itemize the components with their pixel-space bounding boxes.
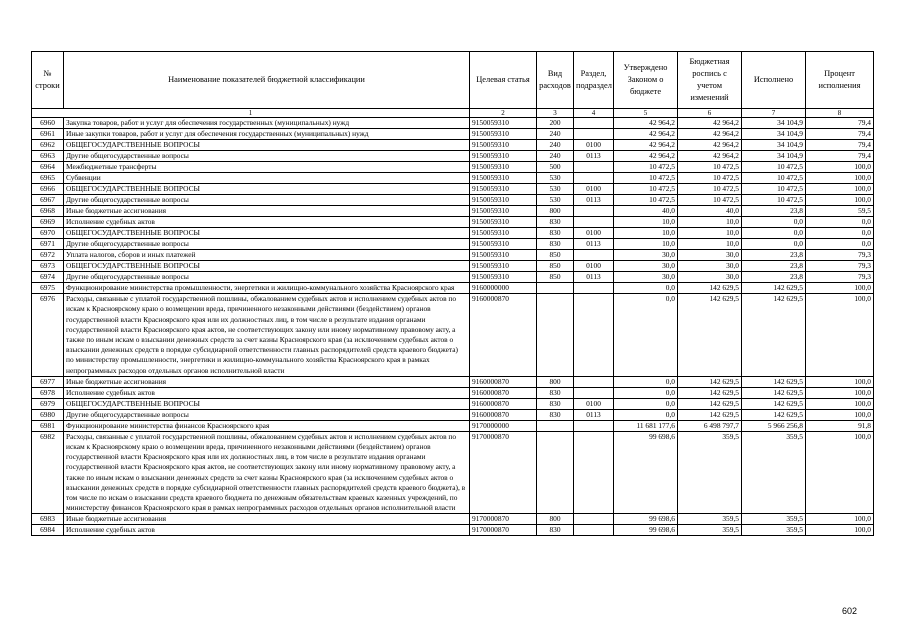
row-section-cell bbox=[574, 294, 614, 377]
row-executed-cell: 23,8 bbox=[742, 250, 806, 261]
table-row bbox=[32, 294, 874, 377]
row-expense-cell: 530 bbox=[537, 184, 574, 195]
row-target-cell: 9150059310 bbox=[470, 184, 537, 195]
row-executed-cell: 34 104,9 bbox=[742, 140, 806, 151]
row-percent-cell: 100,0 bbox=[806, 283, 874, 294]
header-target: Целевая статья bbox=[470, 52, 537, 109]
row-percent-cell: 79,4 bbox=[806, 118, 874, 129]
row-target-cell: 9150059310 bbox=[470, 250, 537, 261]
row-target-cell: 9150059310 bbox=[470, 173, 537, 184]
row-section-cell bbox=[574, 217, 614, 228]
row-section-cell bbox=[574, 129, 614, 140]
row-target-cell: 9170000870 bbox=[470, 431, 537, 514]
row-name-cell: ОБЩЕГОСУДАРСТВЕННЫЕ ВОПРОСЫ bbox=[64, 184, 470, 195]
row-section-cell bbox=[574, 514, 614, 525]
row-approved-cell: 99 698,6 bbox=[614, 525, 678, 536]
row-schedule-cell: 42 964,2 bbox=[678, 140, 742, 151]
row-executed-cell: 34 104,9 bbox=[742, 129, 806, 140]
row-schedule-cell: 10 472,5 bbox=[678, 195, 742, 206]
row-number-cell: 6978 bbox=[32, 387, 64, 398]
row-executed-cell: 142 629,5 bbox=[742, 409, 806, 420]
table-body bbox=[32, 118, 874, 536]
row-section-cell: 0100 bbox=[574, 261, 614, 272]
row-expense-cell: 500 bbox=[537, 162, 574, 173]
header-percent: Процент исполнения bbox=[806, 52, 874, 109]
header-schedule: Бюджетная роспись с учетом изменений bbox=[678, 52, 742, 109]
column-number: 2 bbox=[470, 109, 537, 118]
row-percent-cell: 0,0 bbox=[806, 228, 874, 239]
row-approved-cell: 10 472,5 bbox=[614, 173, 678, 184]
header-row-no: № строки bbox=[32, 52, 64, 109]
row-expense-cell: 830 bbox=[537, 239, 574, 250]
row-approved-cell: 0,0 bbox=[614, 376, 678, 387]
table-row bbox=[32, 261, 874, 272]
row-number-cell: 6983 bbox=[32, 514, 64, 525]
row-executed-cell: 10 472,5 bbox=[742, 184, 806, 195]
row-target-cell: 9150059310 bbox=[470, 151, 537, 162]
row-executed-cell: 142 629,5 bbox=[742, 387, 806, 398]
row-percent-cell: 79,3 bbox=[806, 250, 874, 261]
row-executed-cell: 359,5 bbox=[742, 514, 806, 525]
table-row bbox=[32, 140, 874, 151]
row-section-cell bbox=[574, 431, 614, 514]
table-header bbox=[32, 52, 874, 109]
row-number-cell: 6982 bbox=[32, 431, 64, 514]
row-target-cell: 9170000000 bbox=[470, 420, 537, 431]
row-number-cell: 6961 bbox=[32, 129, 64, 140]
row-schedule-cell: 10 472,5 bbox=[678, 162, 742, 173]
row-target-cell: 9160000870 bbox=[470, 294, 537, 377]
row-executed-cell: 34 104,9 bbox=[742, 151, 806, 162]
row-number-cell: 6969 bbox=[32, 217, 64, 228]
row-name-cell: Функционирование министерства промышленности, энергетики и жилищно-коммунального хозяйства Красноярского края bbox=[64, 283, 470, 294]
table-row bbox=[32, 398, 874, 409]
row-schedule-cell: 6 498 797,7 bbox=[678, 420, 742, 431]
row-executed-cell: 142 629,5 bbox=[742, 294, 806, 377]
row-number-cell: 6964 bbox=[32, 162, 64, 173]
column-number: 6 bbox=[678, 109, 742, 118]
row-executed-cell: 359,5 bbox=[742, 525, 806, 536]
row-schedule-cell: 30,0 bbox=[678, 261, 742, 272]
row-executed-cell: 359,5 bbox=[742, 431, 806, 514]
row-executed-cell: 142 629,5 bbox=[742, 398, 806, 409]
row-target-cell: 9160000870 bbox=[470, 376, 537, 387]
row-percent-cell: 100,0 bbox=[806, 409, 874, 420]
row-target-cell: 9150059310 bbox=[470, 118, 537, 129]
row-target-cell: 9150059310 bbox=[470, 162, 537, 173]
table-row bbox=[32, 387, 874, 398]
row-section-cell: 0113 bbox=[574, 195, 614, 206]
row-number-cell: 6977 bbox=[32, 376, 64, 387]
row-approved-cell: 10 472,5 bbox=[614, 162, 678, 173]
row-executed-cell: 142 629,5 bbox=[742, 283, 806, 294]
row-section-cell: 0113 bbox=[574, 151, 614, 162]
column-number: 1 bbox=[32, 109, 470, 118]
row-expense-cell: 830 bbox=[537, 217, 574, 228]
row-number-cell: 6966 bbox=[32, 184, 64, 195]
row-name-cell: Исполнение судебных актов bbox=[64, 217, 470, 228]
row-approved-cell: 99 698,6 bbox=[614, 431, 678, 514]
table-row bbox=[32, 431, 874, 514]
row-percent-cell: 79,4 bbox=[806, 129, 874, 140]
row-expense-cell: 830 bbox=[537, 525, 574, 536]
row-section-cell: 0113 bbox=[574, 409, 614, 420]
row-schedule-cell: 142 629,5 bbox=[678, 283, 742, 294]
row-number-cell: 6981 bbox=[32, 420, 64, 431]
column-number: 8 bbox=[806, 109, 874, 118]
row-section-cell: 0100 bbox=[574, 398, 614, 409]
column-number: 5 bbox=[614, 109, 678, 118]
table-row bbox=[32, 217, 874, 228]
row-approved-cell: 30,0 bbox=[614, 250, 678, 261]
row-name-cell: Другие общегосударственные вопросы bbox=[64, 409, 470, 420]
row-percent-cell: 100,0 bbox=[806, 195, 874, 206]
row-target-cell: 9160000870 bbox=[470, 398, 537, 409]
row-schedule-cell: 359,5 bbox=[678, 525, 742, 536]
budget-table bbox=[31, 51, 874, 536]
row-target-cell: 9170000870 bbox=[470, 525, 537, 536]
row-percent-cell: 91,8 bbox=[806, 420, 874, 431]
row-name-cell: Расходы, связанные с уплатой государственной пошлины, обжалованием судебных актов и исполнением судебных актов по искам к Красноярскому краю о возмещении вреда, причиненного незаконными действиями (бездействием) органов государственной власти Красноярского края или их должностных лиц, в том числе в результате издания органами государственной власти Красноярского края актов, не соответствующих закону или иному нормативному правовому акту, а также по иным искам о взыскании денежных средств за счет казны Красноярского края (за исключением судебных актов о взыскании денежных средств в порядке субсидиарной ответственности главных распорядителей средств краевого бюджета) по министерству промышленности, энергетики и жилищно-коммунального хозяйства Красноярского края в рамках непрограммных расходов отдельных органов исполнительной власти bbox=[64, 294, 470, 377]
row-schedule-cell: 10 472,5 bbox=[678, 184, 742, 195]
row-schedule-cell: 359,5 bbox=[678, 514, 742, 525]
row-executed-cell: 23,8 bbox=[742, 206, 806, 217]
row-percent-cell: 79,4 bbox=[806, 140, 874, 151]
row-name-cell: Иные бюджетные ассигнования bbox=[64, 376, 470, 387]
header-section: Раздел, подраздел bbox=[574, 52, 614, 109]
row-expense-cell: 850 bbox=[537, 261, 574, 272]
row-name-cell: Межбюджетные трансферты bbox=[64, 162, 470, 173]
row-percent-cell: 100,0 bbox=[806, 294, 874, 377]
row-expense-cell: 850 bbox=[537, 272, 574, 283]
row-expense-cell bbox=[537, 283, 574, 294]
row-executed-cell: 10 472,5 bbox=[742, 162, 806, 173]
row-executed-cell: 34 104,9 bbox=[742, 118, 806, 129]
row-expense-cell bbox=[537, 420, 574, 431]
row-executed-cell: 0,0 bbox=[742, 217, 806, 228]
row-approved-cell: 10,0 bbox=[614, 217, 678, 228]
row-percent-cell: 100,0 bbox=[806, 376, 874, 387]
row-section-cell bbox=[574, 283, 614, 294]
row-executed-cell: 0,0 bbox=[742, 239, 806, 250]
row-percent-cell: 79,4 bbox=[806, 151, 874, 162]
row-section-cell bbox=[574, 173, 614, 184]
row-percent-cell: 0,0 bbox=[806, 217, 874, 228]
row-approved-cell: 10 472,5 bbox=[614, 184, 678, 195]
row-approved-cell: 30,0 bbox=[614, 272, 678, 283]
row-approved-cell: 40,0 bbox=[614, 206, 678, 217]
table-row bbox=[32, 206, 874, 217]
table-row bbox=[32, 184, 874, 195]
row-percent-cell: 100,0 bbox=[806, 525, 874, 536]
column-number: 4 bbox=[574, 109, 614, 118]
row-expense-cell: 240 bbox=[537, 129, 574, 140]
row-target-cell: 9150059310 bbox=[470, 228, 537, 239]
header-name: Наименование показателей бюджетной классификации bbox=[64, 52, 470, 109]
row-section-cell bbox=[574, 162, 614, 173]
row-name-cell: Субвенции bbox=[64, 173, 470, 184]
table-row bbox=[32, 420, 874, 431]
row-number-cell: 6972 bbox=[32, 250, 64, 261]
row-section-cell: 0113 bbox=[574, 239, 614, 250]
table-row bbox=[32, 250, 874, 261]
row-schedule-cell: 30,0 bbox=[678, 272, 742, 283]
row-approved-cell: 10,0 bbox=[614, 228, 678, 239]
row-expense-cell: 530 bbox=[537, 173, 574, 184]
row-schedule-cell: 142 629,5 bbox=[678, 387, 742, 398]
table-row bbox=[32, 283, 874, 294]
row-number-cell: 6962 bbox=[32, 140, 64, 151]
row-expense-cell: 800 bbox=[537, 206, 574, 217]
row-section-cell bbox=[574, 206, 614, 217]
row-name-cell: ОБЩЕГОСУДАРСТВЕННЫЕ ВОПРОСЫ bbox=[64, 228, 470, 239]
row-target-cell: 9150059310 bbox=[470, 129, 537, 140]
row-expense-cell: 850 bbox=[537, 250, 574, 261]
row-name-cell: Исполнение судебных актов bbox=[64, 387, 470, 398]
row-schedule-cell: 142 629,5 bbox=[678, 409, 742, 420]
row-name-cell: Уплата налогов, сборов и иных платежей bbox=[64, 250, 470, 261]
table-row bbox=[32, 162, 874, 173]
row-expense-cell: 830 bbox=[537, 228, 574, 239]
row-number-cell: 6968 bbox=[32, 206, 64, 217]
row-name-cell: Другие общегосударственные вопросы bbox=[64, 272, 470, 283]
row-schedule-cell: 42 964,2 bbox=[678, 118, 742, 129]
row-section-cell bbox=[574, 420, 614, 431]
row-name-cell: Закупка товаров, работ и услуг для обеспечения государственных (муниципальных) нужд bbox=[64, 118, 470, 129]
table-row bbox=[32, 409, 874, 420]
row-section-cell: 0100 bbox=[574, 184, 614, 195]
table-row bbox=[32, 514, 874, 525]
row-number-cell: 6965 bbox=[32, 173, 64, 184]
row-target-cell: 9150059310 bbox=[470, 206, 537, 217]
row-executed-cell: 10 472,5 bbox=[742, 195, 806, 206]
row-number-cell: 6979 bbox=[32, 398, 64, 409]
row-number-cell: 6967 bbox=[32, 195, 64, 206]
row-expense-cell: 830 bbox=[537, 387, 574, 398]
row-percent-cell: 79,3 bbox=[806, 261, 874, 272]
row-approved-cell: 0,0 bbox=[614, 398, 678, 409]
row-expense-cell: 200 bbox=[537, 118, 574, 129]
row-target-cell: 9150059310 bbox=[470, 272, 537, 283]
row-approved-cell: 11 681 177,6 bbox=[614, 420, 678, 431]
row-approved-cell: 0,0 bbox=[614, 283, 678, 294]
row-name-cell: Исполнение судебных актов bbox=[64, 525, 470, 536]
row-schedule-cell: 42 964,2 bbox=[678, 151, 742, 162]
page-number: 602 bbox=[841, 606, 857, 616]
row-schedule-cell: 142 629,5 bbox=[678, 294, 742, 377]
row-target-cell: 9160000870 bbox=[470, 409, 537, 420]
row-executed-cell: 23,8 bbox=[742, 272, 806, 283]
row-expense-cell: 830 bbox=[537, 409, 574, 420]
row-schedule-cell: 142 629,5 bbox=[678, 398, 742, 409]
row-schedule-cell: 10,0 bbox=[678, 228, 742, 239]
row-approved-cell: 0,0 bbox=[614, 387, 678, 398]
row-name-cell: Иные бюджетные ассигнования bbox=[64, 514, 470, 525]
row-approved-cell: 10,0 bbox=[614, 239, 678, 250]
table-row bbox=[32, 129, 874, 140]
row-percent-cell: 100,0 bbox=[806, 514, 874, 525]
row-approved-cell: 99 698,6 bbox=[614, 514, 678, 525]
table-row bbox=[32, 228, 874, 239]
row-target-cell: 9150059310 bbox=[470, 140, 537, 151]
table-row bbox=[32, 151, 874, 162]
row-expense-cell: 800 bbox=[537, 514, 574, 525]
row-approved-cell: 42 964,2 bbox=[614, 151, 678, 162]
table-row bbox=[32, 173, 874, 184]
column-number: 7 bbox=[742, 109, 806, 118]
row-schedule-cell: 40,0 bbox=[678, 206, 742, 217]
row-approved-cell: 42 964,2 bbox=[614, 140, 678, 151]
row-name-cell: Функционирование министерства финансов Красноярского края bbox=[64, 420, 470, 431]
row-number-cell: 6984 bbox=[32, 525, 64, 536]
row-approved-cell: 10 472,5 bbox=[614, 195, 678, 206]
row-name-cell: Другие общегосударственные вопросы bbox=[64, 151, 470, 162]
row-schedule-cell: 10 472,5 bbox=[678, 173, 742, 184]
row-schedule-cell: 30,0 bbox=[678, 250, 742, 261]
row-number-cell: 6976 bbox=[32, 294, 64, 377]
row-executed-cell: 10 472,5 bbox=[742, 173, 806, 184]
row-number-cell: 6970 bbox=[32, 228, 64, 239]
row-number-cell: 6971 bbox=[32, 239, 64, 250]
row-target-cell: 9150059310 bbox=[470, 239, 537, 250]
row-number-cell: 6974 bbox=[32, 272, 64, 283]
row-expense-cell: 830 bbox=[537, 398, 574, 409]
row-percent-cell: 100,0 bbox=[806, 162, 874, 173]
row-schedule-cell: 10,0 bbox=[678, 217, 742, 228]
row-target-cell: 9150059310 bbox=[470, 217, 537, 228]
row-executed-cell: 5 966 256,8 bbox=[742, 420, 806, 431]
table-row bbox=[32, 239, 874, 250]
table-row bbox=[32, 376, 874, 387]
table-row bbox=[32, 525, 874, 536]
row-expense-cell bbox=[537, 431, 574, 514]
row-executed-cell: 142 629,5 bbox=[742, 376, 806, 387]
row-target-cell: 9150059310 bbox=[470, 195, 537, 206]
row-expense-cell: 240 bbox=[537, 140, 574, 151]
row-section-cell: 0100 bbox=[574, 228, 614, 239]
table-row bbox=[32, 118, 874, 129]
row-approved-cell: 42 964,2 bbox=[614, 118, 678, 129]
header-executed: Исполнено bbox=[742, 52, 806, 109]
row-percent-cell: 100,0 bbox=[806, 173, 874, 184]
row-number-cell: 6975 bbox=[32, 283, 64, 294]
row-executed-cell: 23,8 bbox=[742, 261, 806, 272]
row-percent-cell: 59,5 bbox=[806, 206, 874, 217]
row-name-cell: ОБЩЕГОСУДАРСТВЕННЫЕ ВОПРОСЫ bbox=[64, 140, 470, 151]
row-percent-cell: 79,3 bbox=[806, 272, 874, 283]
row-target-cell: 9160000870 bbox=[470, 387, 537, 398]
row-target-cell: 9160000000 bbox=[470, 283, 537, 294]
row-schedule-cell: 10,0 bbox=[678, 239, 742, 250]
header-approved: Утверждено Законом о бюджете bbox=[614, 52, 678, 109]
row-approved-cell: 0,0 bbox=[614, 409, 678, 420]
row-number-cell: 6973 bbox=[32, 261, 64, 272]
row-approved-cell: 42 964,2 bbox=[614, 129, 678, 140]
row-number-cell: 6963 bbox=[32, 151, 64, 162]
row-section-cell bbox=[574, 118, 614, 129]
row-target-cell: 9170000870 bbox=[470, 514, 537, 525]
row-name-cell: Другие общегосударственные вопросы bbox=[64, 195, 470, 206]
row-schedule-cell: 42 964,2 bbox=[678, 129, 742, 140]
row-target-cell: 9150059310 bbox=[470, 261, 537, 272]
row-number-cell: 6960 bbox=[32, 118, 64, 129]
row-expense-cell: 240 bbox=[537, 151, 574, 162]
header-expense: Вид расходов bbox=[537, 52, 574, 109]
row-percent-cell: 100,0 bbox=[806, 184, 874, 195]
row-name-cell: Расходы, связанные с уплатой государственной пошлины, обжалованием судебных актов и исполнением судебных актов по искам к Красноярскому краю о возмещении вреда, причиненного незаконными действиями (бездействием) органов государственной власти Красноярского края или их должностных лиц, в том числе в результате издания органами государственной власти Красноярского края актов, не соответствующих закону или иному нормативному правовому акту, а также по иным искам о взыскании денежных средств за счет казны Красноярского края (за исключением судебных актов о взыскании денежных средств в порядке субсидиарной ответственности главных распорядителей средств краевого бюджета), в том числе по искам о взыскании средств краевого бюджета по денежным обязательствам краевых казенных учреждений, по министерству финансов Красноярского края в рамках непрограммных расходов отдельных органов исполнительной власти bbox=[64, 431, 470, 514]
row-percent-cell: 0,0 bbox=[806, 239, 874, 250]
row-approved-cell: 0,0 bbox=[614, 294, 678, 377]
row-name-cell: ОБЩЕГОСУДАРСТВЕННЫЕ ВОПРОСЫ bbox=[64, 261, 470, 272]
table-row bbox=[32, 272, 874, 283]
row-section-cell: 0100 bbox=[574, 140, 614, 151]
row-percent-cell: 100,0 bbox=[806, 398, 874, 409]
row-section-cell bbox=[574, 376, 614, 387]
row-name-cell: Иные бюджетные ассигнования bbox=[64, 206, 470, 217]
row-approved-cell: 30,0 bbox=[614, 261, 678, 272]
table-row bbox=[32, 195, 874, 206]
column-number-row bbox=[32, 109, 874, 118]
row-expense-cell: 530 bbox=[537, 195, 574, 206]
row-section-cell: 0113 bbox=[574, 272, 614, 283]
row-name-cell: Другие общегосударственные вопросы bbox=[64, 239, 470, 250]
row-executed-cell: 0,0 bbox=[742, 228, 806, 239]
row-section-cell bbox=[574, 387, 614, 398]
row-name-cell: Иные закупки товаров, работ и услуг для обеспечения государственных (муниципальных) нужд bbox=[64, 129, 470, 140]
row-schedule-cell: 359,5 bbox=[678, 431, 742, 514]
row-name-cell: ОБЩЕГОСУДАРСТВЕННЫЕ ВОПРОСЫ bbox=[64, 398, 470, 409]
row-section-cell bbox=[574, 525, 614, 536]
row-expense-cell: 800 bbox=[537, 376, 574, 387]
row-section-cell bbox=[574, 250, 614, 261]
row-expense-cell bbox=[537, 294, 574, 377]
row-percent-cell: 100,0 bbox=[806, 387, 874, 398]
row-percent-cell: 100,0 bbox=[806, 431, 874, 514]
column-number: 3 bbox=[537, 109, 574, 118]
row-number-cell: 6980 bbox=[32, 409, 64, 420]
row-schedule-cell: 142 629,5 bbox=[678, 376, 742, 387]
